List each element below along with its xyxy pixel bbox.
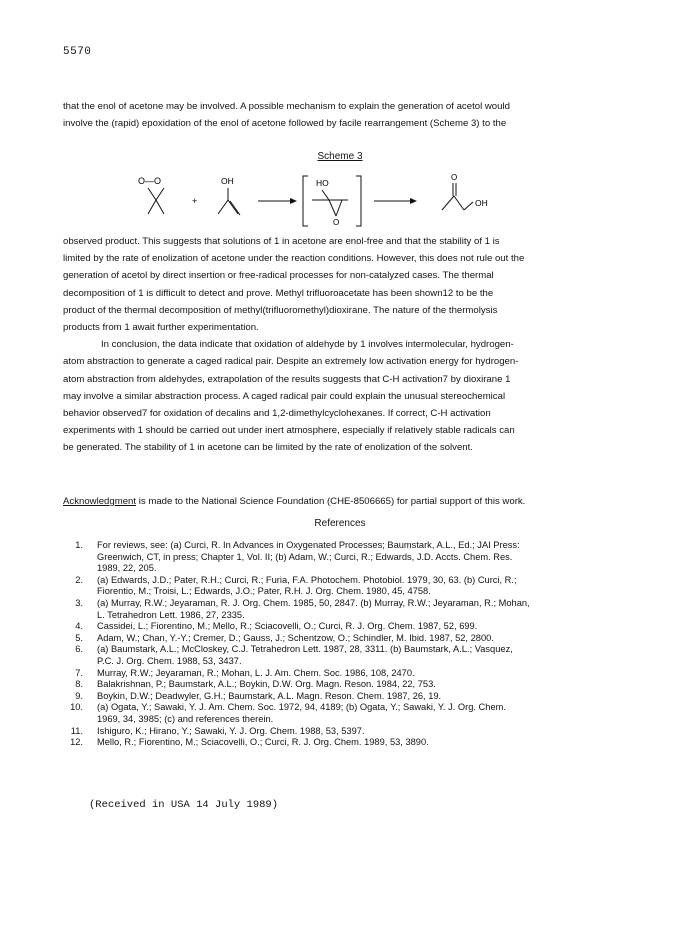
reference-item bbox=[63, 644, 628, 667]
scheme-3-diagram bbox=[130, 170, 550, 232]
reference-line: Mello, R.; Fiorentino, M.; Sciacovelli, O.; Curci, R. J. Org. Chem. 1989, 53, 3890. bbox=[97, 737, 429, 748]
reference-number: 11. bbox=[70, 725, 83, 736]
acknowledgment-text: is made to the National Science Foundation (CHE-8506665) for partial support of this work. bbox=[136, 496, 526, 507]
reference-text bbox=[97, 737, 429, 749]
reference-text bbox=[97, 633, 494, 645]
reference-item bbox=[63, 621, 628, 633]
reference-number: 2. bbox=[75, 574, 83, 585]
reference-item bbox=[63, 702, 628, 725]
reference-number: 7. bbox=[75, 667, 83, 678]
text-line: products from 1 await further experimentation. bbox=[63, 322, 259, 334]
reference-text bbox=[97, 644, 513, 667]
reference-line: Boykin, D.W.; Deadwyler, G.H.; Baumstark, A.L. Magn. Reson. Chem. 1987, 26, 19. bbox=[97, 690, 442, 701]
paragraph-enol bbox=[63, 98, 623, 132]
acknowledgment-label: Acknowledgment bbox=[63, 496, 137, 507]
reference-line: Ishiguro, K.; Hirano, Y.; Sawaki, Y. J. Org. Chem. 1988, 53, 5397. bbox=[97, 725, 365, 736]
acetol-oh-label: OH bbox=[475, 198, 488, 208]
reference-line: (a) Baumstark, A.L.; McCloskey, C.J. Tetrahedron Lett. 1987, 28, 3311. (b) Baumstark, A.L.; Vasquez, bbox=[97, 644, 513, 655]
reference-item bbox=[63, 575, 628, 598]
text-line: decomposition of 1 is difficult to detect and prove. Methyl trifluoroacetate has been shown12 to be the bbox=[63, 287, 494, 299]
reference-number: 8. bbox=[75, 679, 83, 690]
enol-oh-label: OH bbox=[221, 176, 234, 186]
reference-line: Greenwich, CT, in press; Chapter 1, Vol. II; (b) Adam, W.; Curci, R.; Edwards, J.D. Accts. Chem. Res. bbox=[97, 551, 513, 562]
references-heading: References bbox=[314, 518, 366, 529]
reference-line: (a) Ogata, Y.; Sawaki, Y. J. Am. Chem. Soc. 1972, 94, 4189; (b) Ogata, Y.; Sawaki, Y. J. Org. Chem. bbox=[97, 702, 506, 713]
reference-line: L. Tetrahedron Lett. 1986, 27, 2335. bbox=[97, 609, 245, 620]
dioxirane-atoms: O—O bbox=[138, 176, 162, 186]
reference-line: 1969, 34, 3985; (c) and references therein. bbox=[97, 713, 274, 724]
text-line: experiments with 1 should be carried out under inert atmosphere, especially if relatively stable radicals can bbox=[63, 425, 515, 437]
text-line: generation of acetol by direct insertion or free-radical processes for non-catalyzed cases. The thermal bbox=[63, 270, 494, 282]
reference-item bbox=[63, 737, 628, 749]
reference-item bbox=[63, 633, 628, 645]
reference-text bbox=[97, 668, 415, 680]
epoxide-o-label: O bbox=[333, 218, 340, 227]
reference-item bbox=[63, 679, 628, 691]
reference-line: Adam, W.; Chan, Y.-Y.; Cremer, D.; Gauss, J.; Schentzow, O.; Schindler, M. Ibid. 1987, 52, 2800. bbox=[97, 632, 494, 643]
reference-line: For reviews, see: (a) Curci, R. In Advances in Oxygenated Processes; Baumstark, A.L., Ed.; JAI Press: bbox=[97, 540, 520, 550]
reference-text bbox=[97, 621, 477, 633]
reference-line: Balakrishnan, P.; Baumstark, A.L.; Boykin, D.W. Org. Magn. Reson. 1984, 22, 753. bbox=[97, 679, 436, 690]
plus-sign: + bbox=[192, 196, 198, 206]
reference-number: 12. bbox=[70, 737, 83, 748]
text-line: behavior observed7 for oxidation of decalins and 1,2-dimethylcyclohexanes. If correct, C-H activation bbox=[63, 408, 491, 420]
paragraph-observed-product bbox=[63, 233, 623, 457]
text-line: be generated. The stability of 1 in acetone can be limited by the rate of enolization of the solvent. bbox=[63, 442, 473, 454]
enol-structure bbox=[218, 176, 240, 215]
reference-text bbox=[97, 598, 530, 621]
reference-item bbox=[63, 598, 628, 621]
reference-line: (a) Edwards, J.D.; Pater, R.H.; Curci, R.; Furia, F.A. Photochem. Photobiol. 1979, 30, 63. (b) Curci, R.; bbox=[97, 574, 517, 585]
text-line: In conclusion, the data indicate that oxidation of aldehyde by 1 involves intermolecular, hydrogen- bbox=[101, 339, 514, 351]
reference-text bbox=[97, 679, 436, 691]
page-number: 5570 bbox=[63, 46, 92, 58]
epoxide-ho-label: HO bbox=[316, 178, 329, 188]
reference-text bbox=[97, 702, 506, 725]
acknowledgment bbox=[63, 496, 525, 507]
references-list bbox=[63, 540, 628, 749]
text-line: atom abstraction to generate a caged radical pair. Despite an extremely low activation energy for hydrogen- bbox=[63, 356, 519, 368]
text-line: involve the (rapid) epoxidation of the enol of acetone followed by facile rearrangement (Scheme 3) to the bbox=[63, 118, 507, 130]
epoxide-intermediate bbox=[303, 176, 361, 227]
scheme-title: Scheme 3 bbox=[317, 151, 363, 162]
reference-item bbox=[63, 726, 628, 738]
reference-text bbox=[97, 691, 441, 703]
reference-item bbox=[63, 668, 628, 680]
reference-line: Cassidei, L.; Fiorentino, M.; Mello, R.; Sciacovelli, O.; Curci, R. J. Org. Chem. 1987, 52, 699. bbox=[97, 621, 478, 632]
reference-text bbox=[97, 540, 520, 575]
dioxirane-structure bbox=[138, 176, 164, 214]
reference-number: 6. bbox=[75, 644, 83, 655]
reference-number: 5. bbox=[75, 632, 83, 643]
reference-number: 3. bbox=[75, 597, 83, 608]
reference-item bbox=[63, 540, 628, 575]
reference-number: 9. bbox=[75, 690, 83, 701]
ketone-o-label: O bbox=[451, 173, 458, 182]
reference-item bbox=[63, 691, 628, 703]
reference-line: Murray, R.W.; Jeyaraman, R.; Mohan, L. J. Am. Chem. Soc. 1986, 108, 2470. bbox=[97, 667, 415, 678]
reference-text bbox=[97, 726, 365, 738]
reference-text bbox=[97, 575, 517, 598]
reference-line: (a) Murray, R.W.; Jeyaraman, R. J. Org. Chem. 1985, 50, 2847. (b) Murray, R.W.; Jeyaraman, R.; Mohan, bbox=[97, 597, 530, 608]
text-line: atom abstraction from aldehydes, extrapolation of the results suggests that C-H activation7 by dioxirane 1 bbox=[63, 373, 511, 385]
text-line: observed product. This suggests that solutions of 1 in acetone are enol-free and that the stability of 1 is bbox=[63, 236, 500, 247]
acetol-structure bbox=[442, 173, 488, 210]
reference-number: 4. bbox=[75, 621, 83, 632]
received-date: (Received in USA 14 July 1989) bbox=[89, 799, 279, 811]
reference-line: P.C. J. Org. Chem. 1988, 53, 3437. bbox=[97, 655, 242, 666]
reference-number: 10. bbox=[70, 702, 83, 713]
text-line: that the enol of acetone may be involved. A possible mechanism to explain the generation of acetol would bbox=[63, 101, 510, 112]
reference-line: Fiorentio, M.; Troisi, L.; Edwards, J.O.; Pater, R.H. J. Org. Chem. 1980, 45, 4758. bbox=[97, 586, 431, 597]
reference-line: 1989, 22, 205. bbox=[97, 563, 157, 574]
text-line: limited by the rate of enolization of acetone under the reaction conditions. However, this does not rule out the bbox=[63, 253, 525, 265]
reference-number: 1. bbox=[75, 540, 83, 550]
text-line: product of the thermal decomposition of methyl(trifluoromethyl)dioxirane. The nature of the thermolysis bbox=[63, 304, 498, 316]
text-line: may involve a similar abstraction process. A caged radical pair could explain the unusual stereochemical bbox=[63, 390, 506, 402]
